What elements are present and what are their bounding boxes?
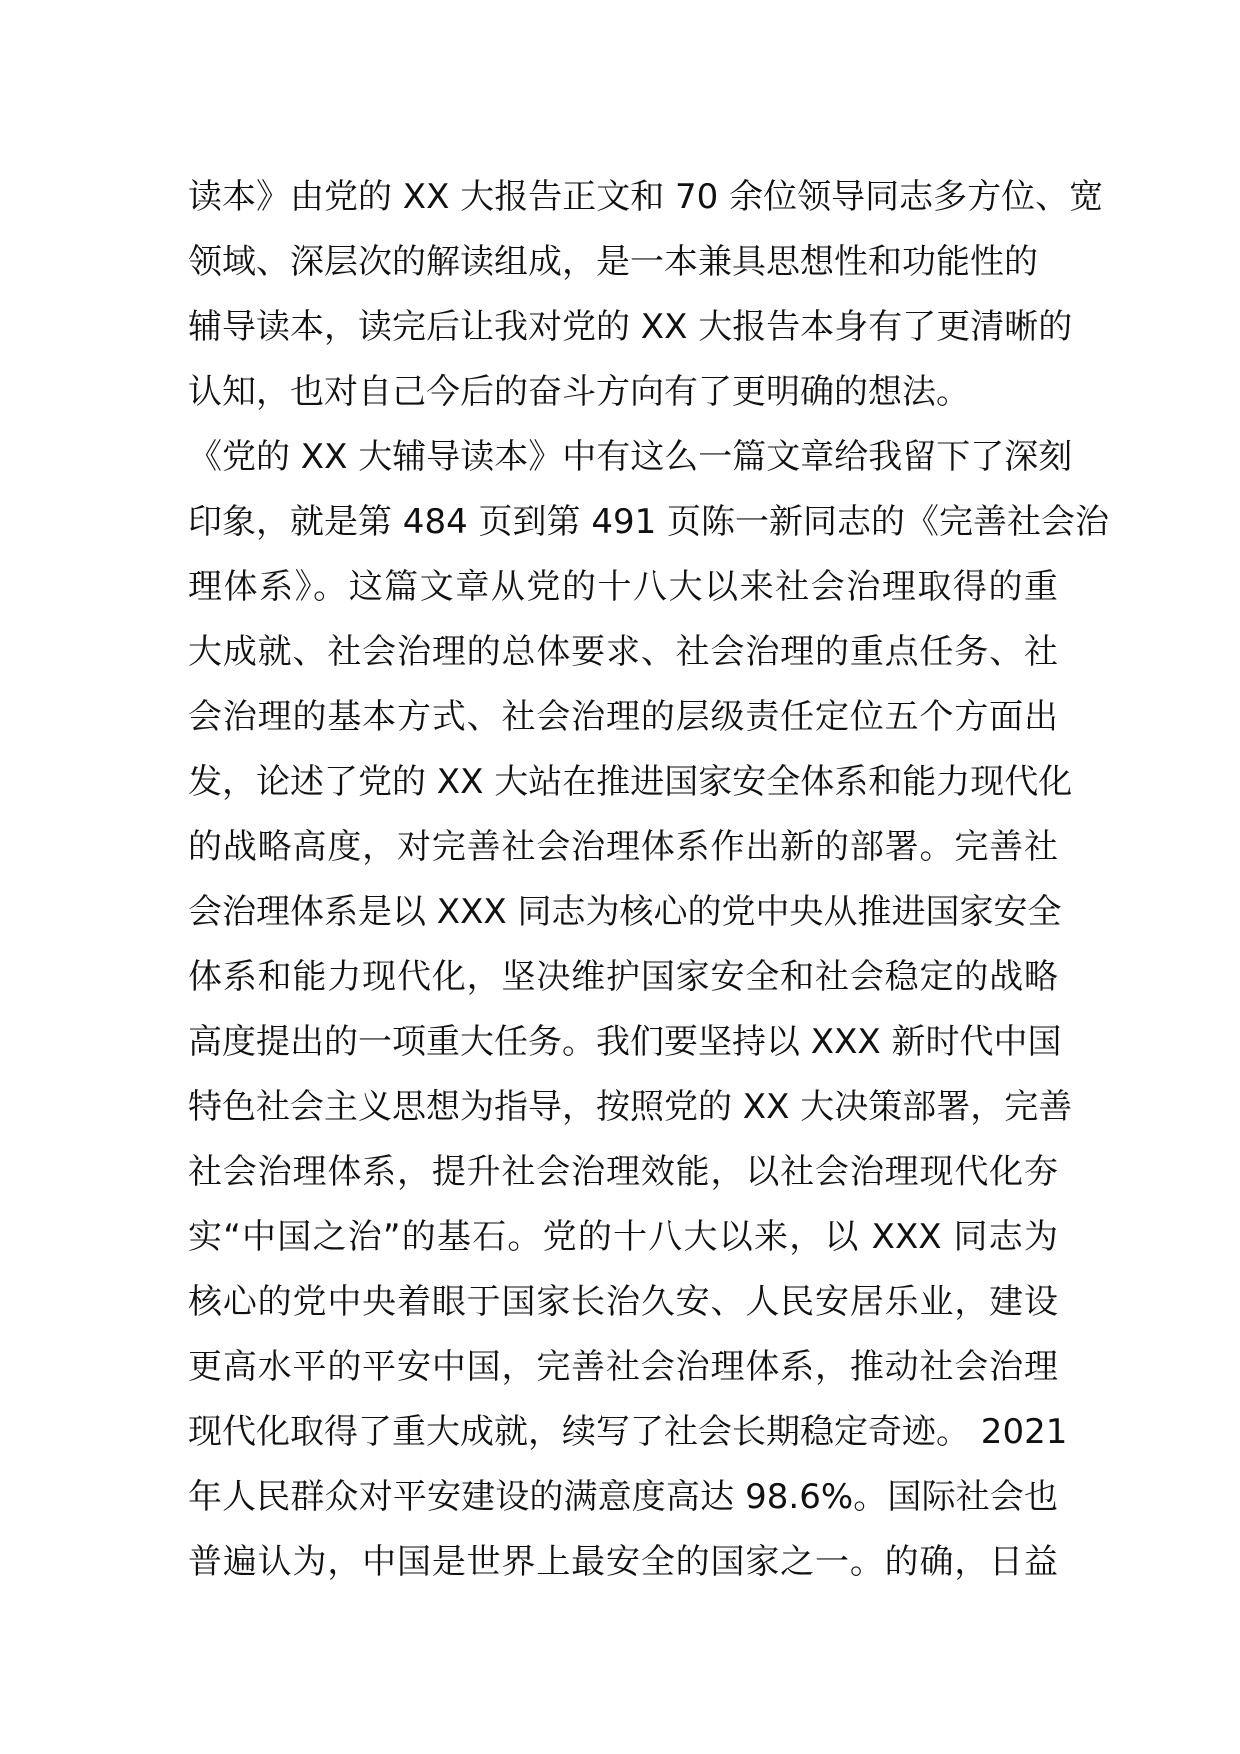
text-line: 特色社会主义思想为指导，按照党的 XX 大决策部署，完善 [188, 1087, 1073, 1127]
text-line: 理体系》。这篇文章从党的十八大以来社会治理取得的重 [188, 567, 1058, 607]
text-line: 《党的 XX 大辅导读本》中有这么一篇文章给我留下了深刻 [188, 437, 1073, 477]
text-line: 辅导读本，读完后让我对党的 XX 大报告本身有了更清晰的 [188, 307, 1073, 347]
text-line: 年人民群众对平安建设的满意度高达 98.6%。国际社会也 [188, 1477, 1058, 1517]
text-line: 核心的党中央着眼于国家长治久安、人民安居乐业，建设 [188, 1282, 1058, 1322]
text-line: 体系和能力现代化，坚决维护国家安全和社会稳定的战略 [188, 957, 1058, 997]
text-line: 现代化取得了重大成就，续写了社会长期稳定奇迹。 2021 [188, 1412, 1068, 1452]
text-line: 读本》由党的 XX 大报告正文和 70 余位领导同志多方位、宽 [188, 177, 1104, 217]
text-line: 印象，就是第 484 页到第 491 页陈一新同志的《完善社会治 [188, 502, 1110, 542]
text-line: 领域、深层次的解读组成，是一本兼具思想性和功能性的 [188, 242, 1038, 282]
text-line: 发，论述了党的 XX 大站在推进国家安全体系和能力现代化 [188, 762, 1073, 802]
text-line: 实“中国之治”的基石。党的十八大以来，以 XXX 同志为 [188, 1217, 1058, 1257]
text-line: 普遍认为，中国是世界上最安全的国家之一。的确，日益 [188, 1542, 1058, 1582]
text-line: 大成就、社会治理的总体要求、社会治理的重点任务、社 [188, 632, 1058, 672]
body-text [188, 165, 1110, 1595]
text-line: 会治理体系是以 XXX 同志为核心的党中央从推进国家安全 [188, 892, 1062, 932]
text-line: 更高水平的平安中国，完善社会治理体系，推动社会治理 [188, 1347, 1058, 1387]
text-line: 社会治理体系，提升社会治理效能，以社会治理现代化夯 [188, 1152, 1058, 1192]
text-line: 认知，也对自己今后的奋斗方向有了更明确的想法。 [188, 372, 970, 412]
text-line: 的战略高度，对完善社会治理体系作出新的部署。完善社 [188, 827, 1058, 867]
text-line: 会治理的基本方式、社会治理的层级责任定位五个方面出 [188, 697, 1058, 737]
text-line: 高度提出的一项重大任务。我们要坚持以 XXX 新时代中国 [188, 1022, 1062, 1062]
